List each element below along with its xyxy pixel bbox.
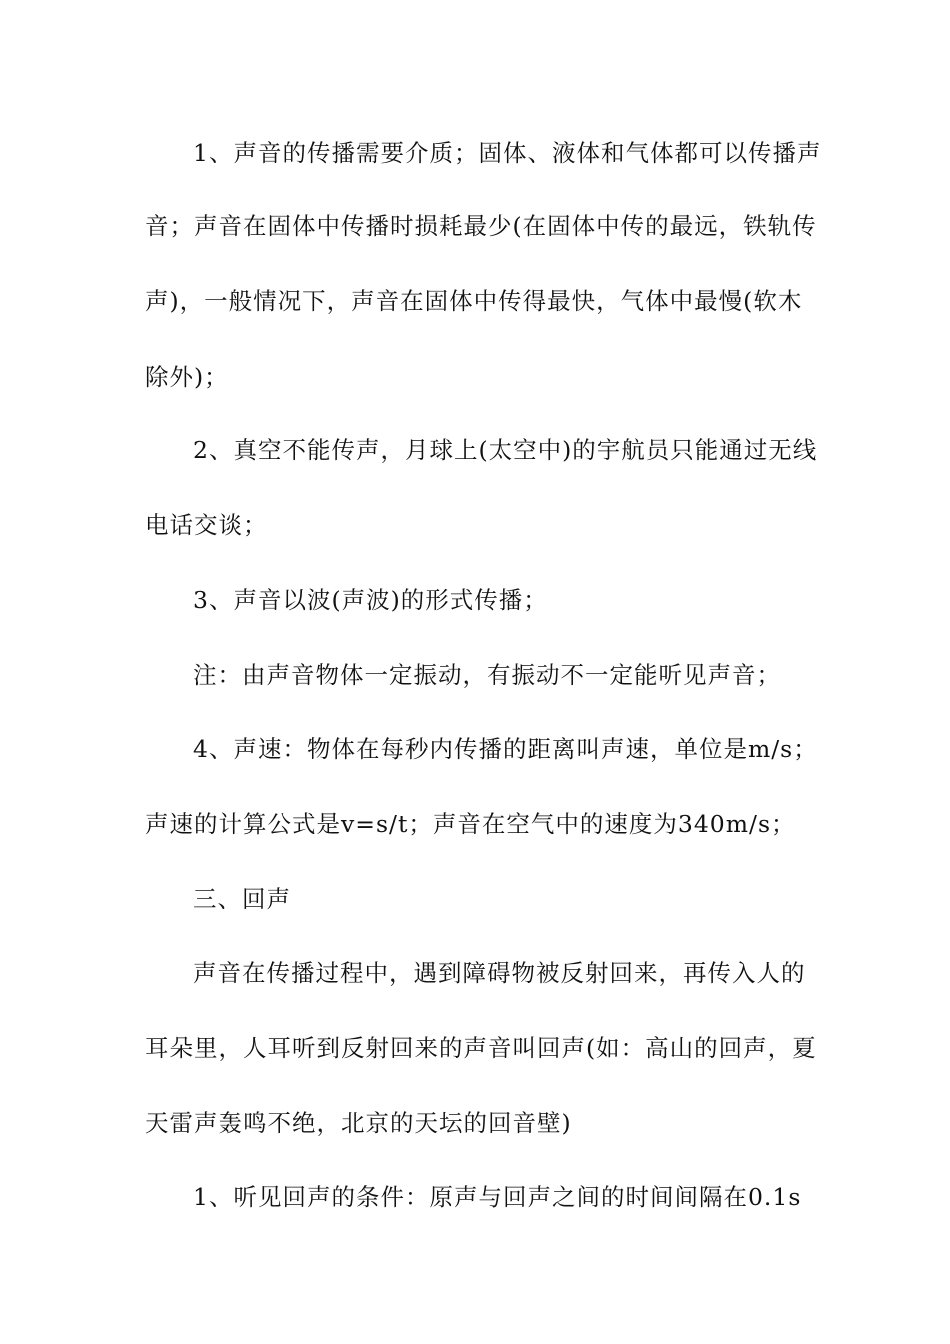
text-line-14: 天雷声轰鸣不绝，北京的天坛的回音壁) [145, 1109, 572, 1137]
text-line-4: 除外)； [145, 363, 229, 391]
text-line-10: 声速的计算公式是v=s/t；声音在空气中的速度为340m/s； [145, 810, 796, 838]
text-line-8: 注：由声音物体一定振动，有振动不一定能听见声音； [193, 661, 781, 689]
section-heading: 三、回声 [193, 885, 291, 913]
text-line-15: 1、听见回声的条件：原声与回声之间的时间间隔在0.1s [193, 1183, 802, 1211]
text-line-1: 1、声音的传播需要介质；固体、液体和气体都可以传播声 [193, 139, 822, 167]
text-line-6: 电话交谈； [145, 511, 268, 539]
text-line-12: 声音在传播过程中，遇到障碍物被反射回来，再传入人的 [193, 959, 806, 987]
text-line-13: 耳朵里，人耳听到反射回来的声音叫回声(如：高山的回声，夏 [145, 1034, 817, 1062]
text-line-7: 3、声音以波(声波)的形式传播； [193, 586, 548, 614]
text-line-3: 声)，一般情况下，声音在固体中传得最快，气体中最慢(软木 [145, 287, 803, 315]
text-line-9: 4、声速：物体在每秒内传播的距离叫声速，单位是m/s； [193, 735, 818, 763]
text-line-5: 2、真空不能传声，月球上(太空中)的宇航员只能通过无线 [193, 436, 818, 464]
text-line-2: 音；声音在固体中传播时损耗最少(在固体中传的最远，铁轨传 [145, 212, 817, 240]
